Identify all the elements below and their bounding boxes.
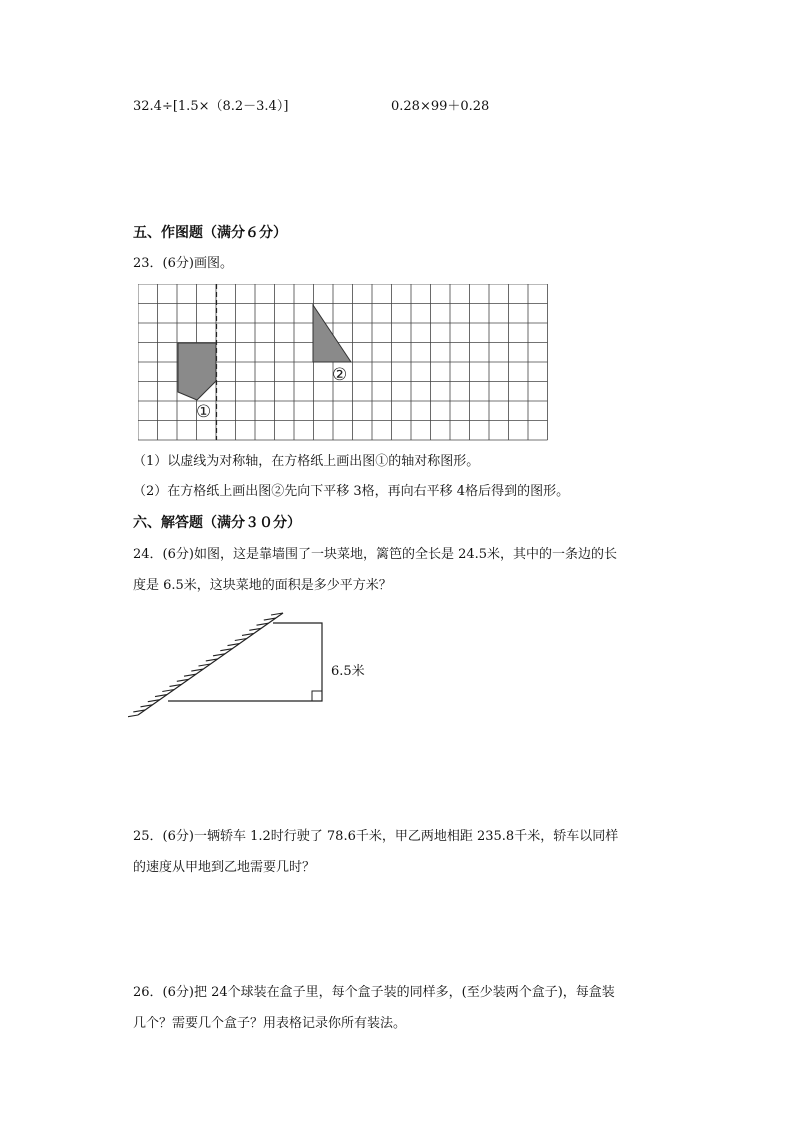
shape-2 bbox=[313, 305, 351, 362]
right-angle-mark bbox=[312, 691, 322, 701]
question-25-line-1: 25．(6分)一辆轿车 1.2时行驶了 78.6千米，甲乙两地相距 235.8千米，轿车以同样 bbox=[133, 829, 619, 844]
trapezoid-figure bbox=[128, 605, 378, 729]
question-25-line-2: 的速度从甲地到乙地需要几时？ bbox=[133, 860, 316, 875]
expression-1: 32.4÷[1.5×（8.2－3.4）] bbox=[133, 99, 289, 114]
shape-2-label: ② bbox=[332, 365, 348, 385]
question-23-stem: 23．(6分)画图。 bbox=[133, 256, 233, 271]
expression-2: 0.28×99＋0.28 bbox=[391, 99, 490, 114]
wall-line bbox=[138, 613, 283, 715]
question-26-line-1: 26．(6分)把 24个球装在盒子里，每个盒子装的同样多，(至少装两个盒子)，每盒装 bbox=[133, 985, 615, 1000]
question-23-part-2: （2）在方格纸上画出图②先向下平移 3格，再向右平移 4格后得到的图形。 bbox=[133, 484, 570, 499]
grid-figure bbox=[138, 284, 550, 448]
hatch-mark bbox=[128, 715, 138, 717]
section-5-title: 五、作图题（满分６分） bbox=[133, 225, 287, 241]
question-24-line-1: 24．(6分)如图，这是靠墙围了一块菜地，篱笆的全长是 24.5米，其中的一条边的长 bbox=[133, 547, 618, 562]
shape-1 bbox=[178, 343, 216, 400]
question-24-line-2: 度是 6.5米，这块菜地的面积是多少平方米？ bbox=[133, 578, 392, 593]
question-26-line-2: 几个？需要几个盒子？用表格记录你所有装法。 bbox=[133, 1016, 407, 1031]
question-23-part-1: （1）以虚线为对称轴，在方格纸上画出图①的轴对称图形。 bbox=[133, 454, 480, 469]
section-6-title: 六、解答题（满分３０分） bbox=[133, 515, 301, 531]
shape-1-label: ① bbox=[196, 402, 212, 422]
side-length-label: 6.5米 bbox=[331, 664, 365, 679]
